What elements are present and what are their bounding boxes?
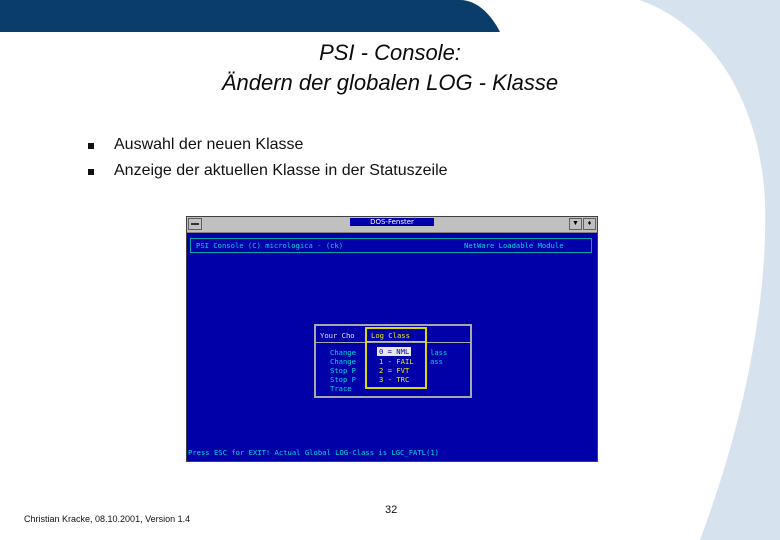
choice-menu-item[interactable]: Trace <box>330 384 352 393</box>
dos-window-title: DOS-Fenster <box>187 218 597 226</box>
dos-window-titlebar <box>187 217 597 233</box>
log-class-option-selected[interactable]: 0 = NML <box>379 347 410 356</box>
choice-menu-item[interactable]: Change <box>330 357 356 366</box>
bullet-square-icon <box>88 169 94 175</box>
bullet-item <box>88 160 448 186</box>
choice-menu-item[interactable]: Change <box>330 348 356 357</box>
choice-menu-item[interactable]: Stop P <box>330 366 356 375</box>
slide-title <box>0 38 780 98</box>
console-header-right: NetWare Loadable Module <box>464 241 564 250</box>
log-class-option[interactable]: 3 - TRC <box>379 375 410 384</box>
bullet-item <box>88 134 448 160</box>
title-line-2: Ändern der globalen LOG - Klasse <box>221 70 559 95</box>
choice-menu-item[interactable]: Stop P <box>330 375 356 384</box>
log-class-title: Log Class <box>371 331 410 340</box>
choice-menu-fragment: lass <box>430 348 448 357</box>
status-line: Press ESC for EXIT! Actual Global LOG-Class is LGC_FATL(1) <box>188 447 596 459</box>
dos-window-screenshot <box>186 216 598 462</box>
navy-header-bar <box>0 0 500 32</box>
bullet-text: Anzeige der aktuellen Klasse in der Statuszeile <box>114 162 448 179</box>
maximize-button[interactable]: ♦ <box>583 218 596 230</box>
choice-menu-title: Your Cho <box>320 331 355 340</box>
title-line-1: PSI - Console: <box>319 40 461 65</box>
slide-footer: Christian Kracke, 08.10.2001, Version 1.4 <box>24 514 191 524</box>
page-number: 32 <box>385 504 398 516</box>
console-header-left: PSI Console (C) micrologica - (ck) <box>196 241 344 250</box>
bullet-list <box>88 134 448 186</box>
dos-screen <box>188 233 596 459</box>
log-class-option[interactable]: 2 = FVT <box>379 366 410 375</box>
log-class-divider <box>365 341 427 342</box>
bullet-square-icon <box>88 143 94 149</box>
bullet-text: Auswahl der neuen Klasse <box>114 136 304 153</box>
choice-menu-fragment: ass <box>430 357 443 366</box>
minimize-button[interactable]: ▼ <box>569 218 582 230</box>
log-class-option[interactable]: 1 - FAIL <box>379 357 414 366</box>
